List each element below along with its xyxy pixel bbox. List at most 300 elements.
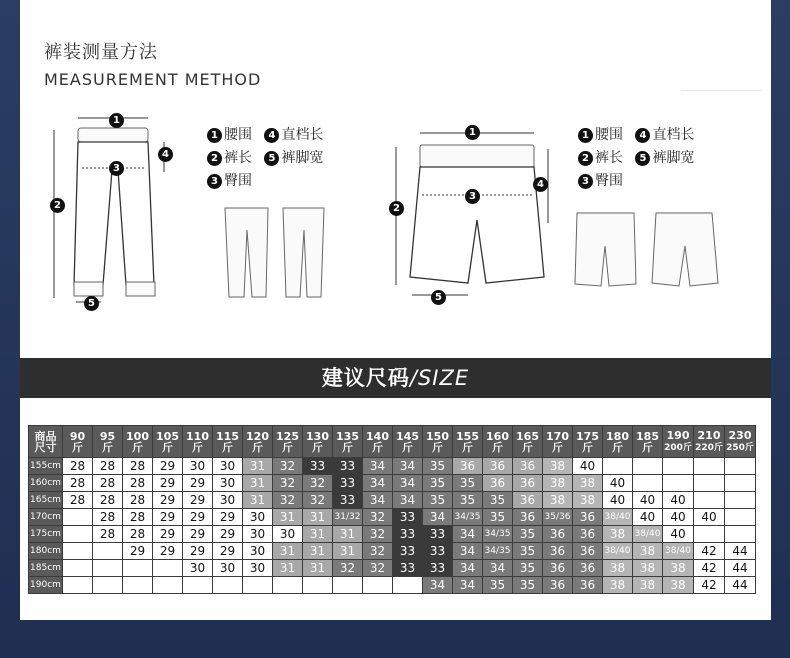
size-table-body [29,458,756,594]
size-cell: 42 [694,577,725,594]
column-header [423,426,453,458]
column-header [663,426,694,458]
size-cell: 38 [603,577,633,594]
size-cell: 29 [153,492,183,509]
size-cell: 44 [725,577,756,594]
size-cell: 33 [393,526,423,543]
size-cell: 32 [303,492,333,509]
size-cell: 35 [513,560,543,577]
size-cell: 38 [633,560,663,577]
size-cell: 29 [213,526,243,543]
size-cell: 31 [333,543,363,560]
size-cell: 29 [183,526,213,543]
size-cell: 28 [63,492,93,509]
size-cell [93,543,123,560]
size-cell: 34/35 [483,543,513,560]
marker-1-longpants: 1 [109,113,124,128]
legend2-hip: 臀围 [595,173,623,189]
size-cell: 28 [63,458,93,475]
size-cell [603,458,633,475]
size-cell [93,577,123,594]
column-unit: 200斤 [664,442,692,453]
size-cell: 36 [483,475,513,492]
legend-long-pants [207,124,331,193]
legend-hip: 臀围 [224,173,252,189]
size-cell: 30 [273,526,303,543]
column-weight: 125 [276,429,299,443]
size-cell [63,560,93,577]
size-cell: 31 [273,509,303,526]
legend-shorts [578,124,702,193]
size-cell: 38 [663,560,694,577]
size-cell: 36 [543,560,573,577]
long-pants-illustration [46,110,186,310]
size-cell: 31 [243,458,273,475]
size-banner-zh: 建议尺码 [321,366,410,390]
size-banner [20,358,771,398]
column-header [213,426,243,458]
legend2-waist: 腰围 [595,127,623,143]
size-cell: 38 [543,458,573,475]
size-cell [725,492,756,509]
column-header [333,426,363,458]
column-header [93,426,123,458]
legend-rise: 直档长 [281,127,324,143]
size-cell: 34 [453,560,483,577]
size-cell: 28 [123,458,153,475]
size-cell: 34/35 [453,509,483,526]
size-cell: 38 [633,543,663,560]
size-cell: 32 [363,560,393,577]
column-header [393,426,423,458]
column-header [363,426,393,458]
size-cell [333,577,363,594]
size-cell: 29 [153,458,183,475]
marker-3-shorts: 3 [465,189,480,204]
column-unit: 220斤 [695,442,723,453]
size-cell: 34 [363,475,393,492]
column-unit: 斤 [132,440,143,454]
table-row [29,526,756,543]
row-height-label: 155cm [29,458,63,475]
column-header [483,426,513,458]
size-cell: 35 [423,458,453,475]
column-weight: 145 [396,429,419,443]
column-unit: 斤 [612,440,623,454]
size-cell: 33 [423,526,453,543]
size-cell [725,526,756,543]
size-cell: 38 [543,475,573,492]
marker-5-longpants: 5 [84,296,99,311]
size-cell: 28 [123,509,153,526]
size-cell [213,577,243,594]
column-weight: 105 [156,429,179,443]
marker-2-shorts: 2 [389,201,404,216]
marker-5-shorts: 5 [431,290,446,305]
size-banner-slash: / [409,366,418,390]
size-cell: 36 [453,458,483,475]
column-weight: 120 [246,429,269,443]
legend2-hem: 裤脚宽 [652,150,695,166]
size-cell: 30 [243,509,273,526]
size-cell: 35 [483,492,513,509]
size-cell: 29 [213,509,243,526]
column-weight: 110 [186,429,209,443]
size-cell: 34 [393,492,423,509]
size-cell: 30 [213,560,243,577]
size-cell [63,526,93,543]
size-cell: 36 [543,526,573,543]
column-header [543,426,573,458]
column-header [273,426,303,458]
column-weight: 155 [456,429,479,443]
column-header [513,426,543,458]
size-cell: 42 [694,543,725,560]
size-cell: 38 [663,577,694,594]
size-cell: 33 [393,509,423,526]
column-weight: 190 [666,428,690,442]
size-cell: 31 [333,526,363,543]
column-unit: 250斤 [726,442,754,453]
size-cell: 31 [243,475,273,492]
size-cell: 40 [603,475,633,492]
size-cell: 36 [573,526,603,543]
size-cell: 31 [303,509,333,526]
size-cell: 36 [513,475,543,492]
legend2-rise: 直档长 [652,127,695,143]
size-cell [663,458,694,475]
column-unit: 斤 [522,440,533,454]
corner-line-2: 尺寸 [34,440,57,454]
column-unit: 斤 [432,440,443,454]
size-cell: 28 [93,458,123,475]
column-weight: 230 [728,428,752,442]
column-header [183,426,213,458]
column-unit: 斤 [222,440,233,454]
size-cell [243,577,273,594]
size-cell [303,577,333,594]
column-unit: 斤 [342,440,353,454]
legend2-num-5: 5 [635,151,650,166]
size-cell: 33 [423,560,453,577]
size-cell: 35 [423,492,453,509]
column-header [633,426,663,458]
column-weight: 170 [546,429,569,443]
table-row [29,577,756,594]
marker-3-longpants: 3 [109,161,124,176]
size-cell: 31 [303,526,333,543]
table-row [29,492,756,509]
size-cell [694,475,725,492]
column-weight: 160 [486,429,509,443]
shorts-thumb-drawing [575,213,718,286]
column-header [303,426,333,458]
column-weight: 210 [697,428,721,442]
column-unit: 斤 [582,440,593,454]
size-cell: 31 [303,543,333,560]
column-header [725,426,756,458]
size-cell [153,560,183,577]
legend-num-4: 4 [264,128,279,143]
size-cell: 40 [694,509,725,526]
size-cell: 33 [393,560,423,577]
column-unit: 斤 [462,440,473,454]
size-cell: 29 [183,543,213,560]
size-cell: 40 [663,492,694,509]
size-cell: 32 [333,560,363,577]
column-unit: 斤 [192,440,203,454]
column-header [573,426,603,458]
table-row [29,475,756,492]
size-cell: 38 [543,492,573,509]
size-cell [123,560,153,577]
legend-num-2: 2 [207,151,222,166]
column-unit: 斤 [162,440,173,454]
size-cell: 40 [663,509,694,526]
size-cell: 36 [573,509,603,526]
size-cell: 30 [183,458,213,475]
size-cell: 32 [273,492,303,509]
column-unit: 斤 [402,440,413,454]
corner-line-1: 商品 [34,429,57,443]
size-table-header [29,426,756,458]
column-weight: 175 [576,429,599,443]
column-unit: 斤 [282,440,293,454]
size-cell [153,577,183,594]
column-unit: 斤 [252,440,263,454]
size-cell [393,577,423,594]
size-cell [183,577,213,594]
corner-cell [29,426,63,458]
size-cell: 35 [483,577,513,594]
size-cell: 28 [123,492,153,509]
marker-4-shorts: 4 [533,177,548,192]
size-cell [93,560,123,577]
size-cell [63,543,93,560]
size-cell: 28 [123,475,153,492]
size-cell [123,577,153,594]
shorts-thumbnails [572,208,722,290]
size-cell: 35 [513,526,543,543]
size-cell: 38/40 [603,543,633,560]
size-cell: 28 [93,492,123,509]
row-height-label: 170cm [29,509,63,526]
size-cell: 36 [513,509,543,526]
column-weight: 130 [306,429,329,443]
table-row [29,458,756,475]
row-height-label: 165cm [29,492,63,509]
size-cell: 38 [573,475,603,492]
column-unit: 斤 [72,440,83,454]
column-header [453,426,483,458]
size-cell: 30 [243,560,273,577]
column-header [153,426,183,458]
size-cell: 28 [123,526,153,543]
table-row [29,509,756,526]
size-cell: 32 [363,509,393,526]
size-cell: 36 [513,458,543,475]
column-unit: 斤 [102,440,113,454]
size-cell: 40 [573,458,603,475]
column-unit: 斤 [492,440,503,454]
size-cell: 29 [183,509,213,526]
column-weight: 135 [336,429,359,443]
column-weight: 180 [606,429,629,443]
size-cell: 29 [123,543,153,560]
size-cell: 33 [333,492,363,509]
legend2-num-2: 2 [578,151,593,166]
size-cell [694,458,725,475]
column-weight: 185 [636,429,659,443]
size-cell: 36 [543,543,573,560]
column-header [123,426,153,458]
size-table [28,425,756,594]
column-unit: 斤 [312,440,323,454]
size-cell: 38/40 [633,526,663,543]
size-cell: 34 [453,526,483,543]
size-cell: 31 [243,492,273,509]
size-cell: 42 [694,560,725,577]
legend2-num-1: 1 [578,128,593,143]
size-cell: 34/35 [483,526,513,543]
section-title-zh: 裤装测量方法 [44,42,158,63]
row-height-label: 160cm [29,475,63,492]
size-cell [63,509,93,526]
size-cell: 31 [273,560,303,577]
size-cell: 34 [393,475,423,492]
size-cell [633,458,663,475]
size-cell: 40 [663,526,694,543]
shorts-illustration [386,125,566,310]
size-cell [63,577,93,594]
size-cell: 32 [363,543,393,560]
size-cell: 28 [93,475,123,492]
size-cell: 32 [273,475,303,492]
size-cell: 35 [513,577,543,594]
shorts-drawing [396,133,548,295]
size-cell: 36 [543,577,573,594]
size-cell: 35 [423,475,453,492]
size-cell: 28 [93,526,123,543]
column-weight: 165 [516,429,539,443]
size-cell: 38 [573,492,603,509]
size-cell [663,475,694,492]
size-cell: 30 [243,543,273,560]
column-unit: 斤 [552,440,563,454]
size-cell [633,475,663,492]
column-weight: 150 [426,429,449,443]
column-weight: 90 [69,429,86,443]
size-cell: 30 [213,492,243,509]
column-weight: 140 [366,429,389,443]
long-pants-thumbnails [220,205,330,300]
section-title-en: MEASUREMENT METHOD [44,70,262,89]
size-cell: 36 [573,560,603,577]
size-cell: 40 [633,509,663,526]
size-cell: 35 [513,543,543,560]
column-weight: 115 [216,429,239,443]
size-cell: 34 [423,509,453,526]
size-cell: 29 [183,492,213,509]
size-cell [725,509,756,526]
size-cell: 36 [573,543,603,560]
size-cell: 34 [423,577,453,594]
legend-num-3: 3 [207,174,222,189]
size-banner-en: SIZE [417,366,470,390]
size-cell: 33 [333,475,363,492]
size-cell: 34 [363,458,393,475]
size-cell: 34 [393,458,423,475]
size-cell: 30 [213,475,243,492]
legend-hem: 裤脚宽 [281,150,324,166]
column-weight: 95 [99,429,116,443]
size-cell: 38/40 [603,509,633,526]
size-cell: 28 [63,475,93,492]
size-cell: 33 [303,458,333,475]
size-cell: 34 [363,492,393,509]
size-cell [694,526,725,543]
legend2-num-4: 4 [635,128,650,143]
size-cell: 28 [93,509,123,526]
legend-num-1: 1 [207,128,222,143]
size-cell: 33 [393,543,423,560]
size-cell: 29 [153,526,183,543]
size-cell: 38 [603,560,633,577]
column-unit: 斤 [372,440,383,454]
size-cell: 35 [483,509,513,526]
legend-waist: 腰围 [224,127,252,143]
size-cell: 34 [483,560,513,577]
long-pants-thumb-drawing [225,208,324,297]
size-cell: 29 [153,543,183,560]
column-header [243,426,273,458]
size-cell: 34 [453,577,483,594]
size-cell: 29 [153,509,183,526]
marker-1-shorts: 1 [465,125,480,140]
size-cell: 36 [573,577,603,594]
size-cell: 30 [183,560,213,577]
size-cell: 44 [725,560,756,577]
legend-num-5: 5 [264,151,279,166]
column-header [694,426,725,458]
column-unit: 斤 [642,440,653,454]
size-cell: 31/32 [333,509,363,526]
size-cell: 29 [213,543,243,560]
table-row [29,560,756,577]
size-cell: 38 [633,577,663,594]
table-row [29,543,756,560]
size-cell: 38/40 [663,543,694,560]
size-cell: 33 [423,543,453,560]
size-cell [273,577,303,594]
size-cell [363,577,393,594]
size-cell [694,492,725,509]
size-cell: 29 [183,475,213,492]
row-height-label: 185cm [29,560,63,577]
size-cell: 34 [453,543,483,560]
size-cell [725,475,756,492]
column-header [63,426,93,458]
size-cell [725,458,756,475]
column-header [603,426,633,458]
size-cell: 29 [153,475,183,492]
size-cell: 30 [243,526,273,543]
long-pants-drawing [54,118,164,302]
column-weight: 100 [126,429,149,443]
size-cell: 33 [333,458,363,475]
size-cell: 38 [603,526,633,543]
size-cell: 35 [453,475,483,492]
